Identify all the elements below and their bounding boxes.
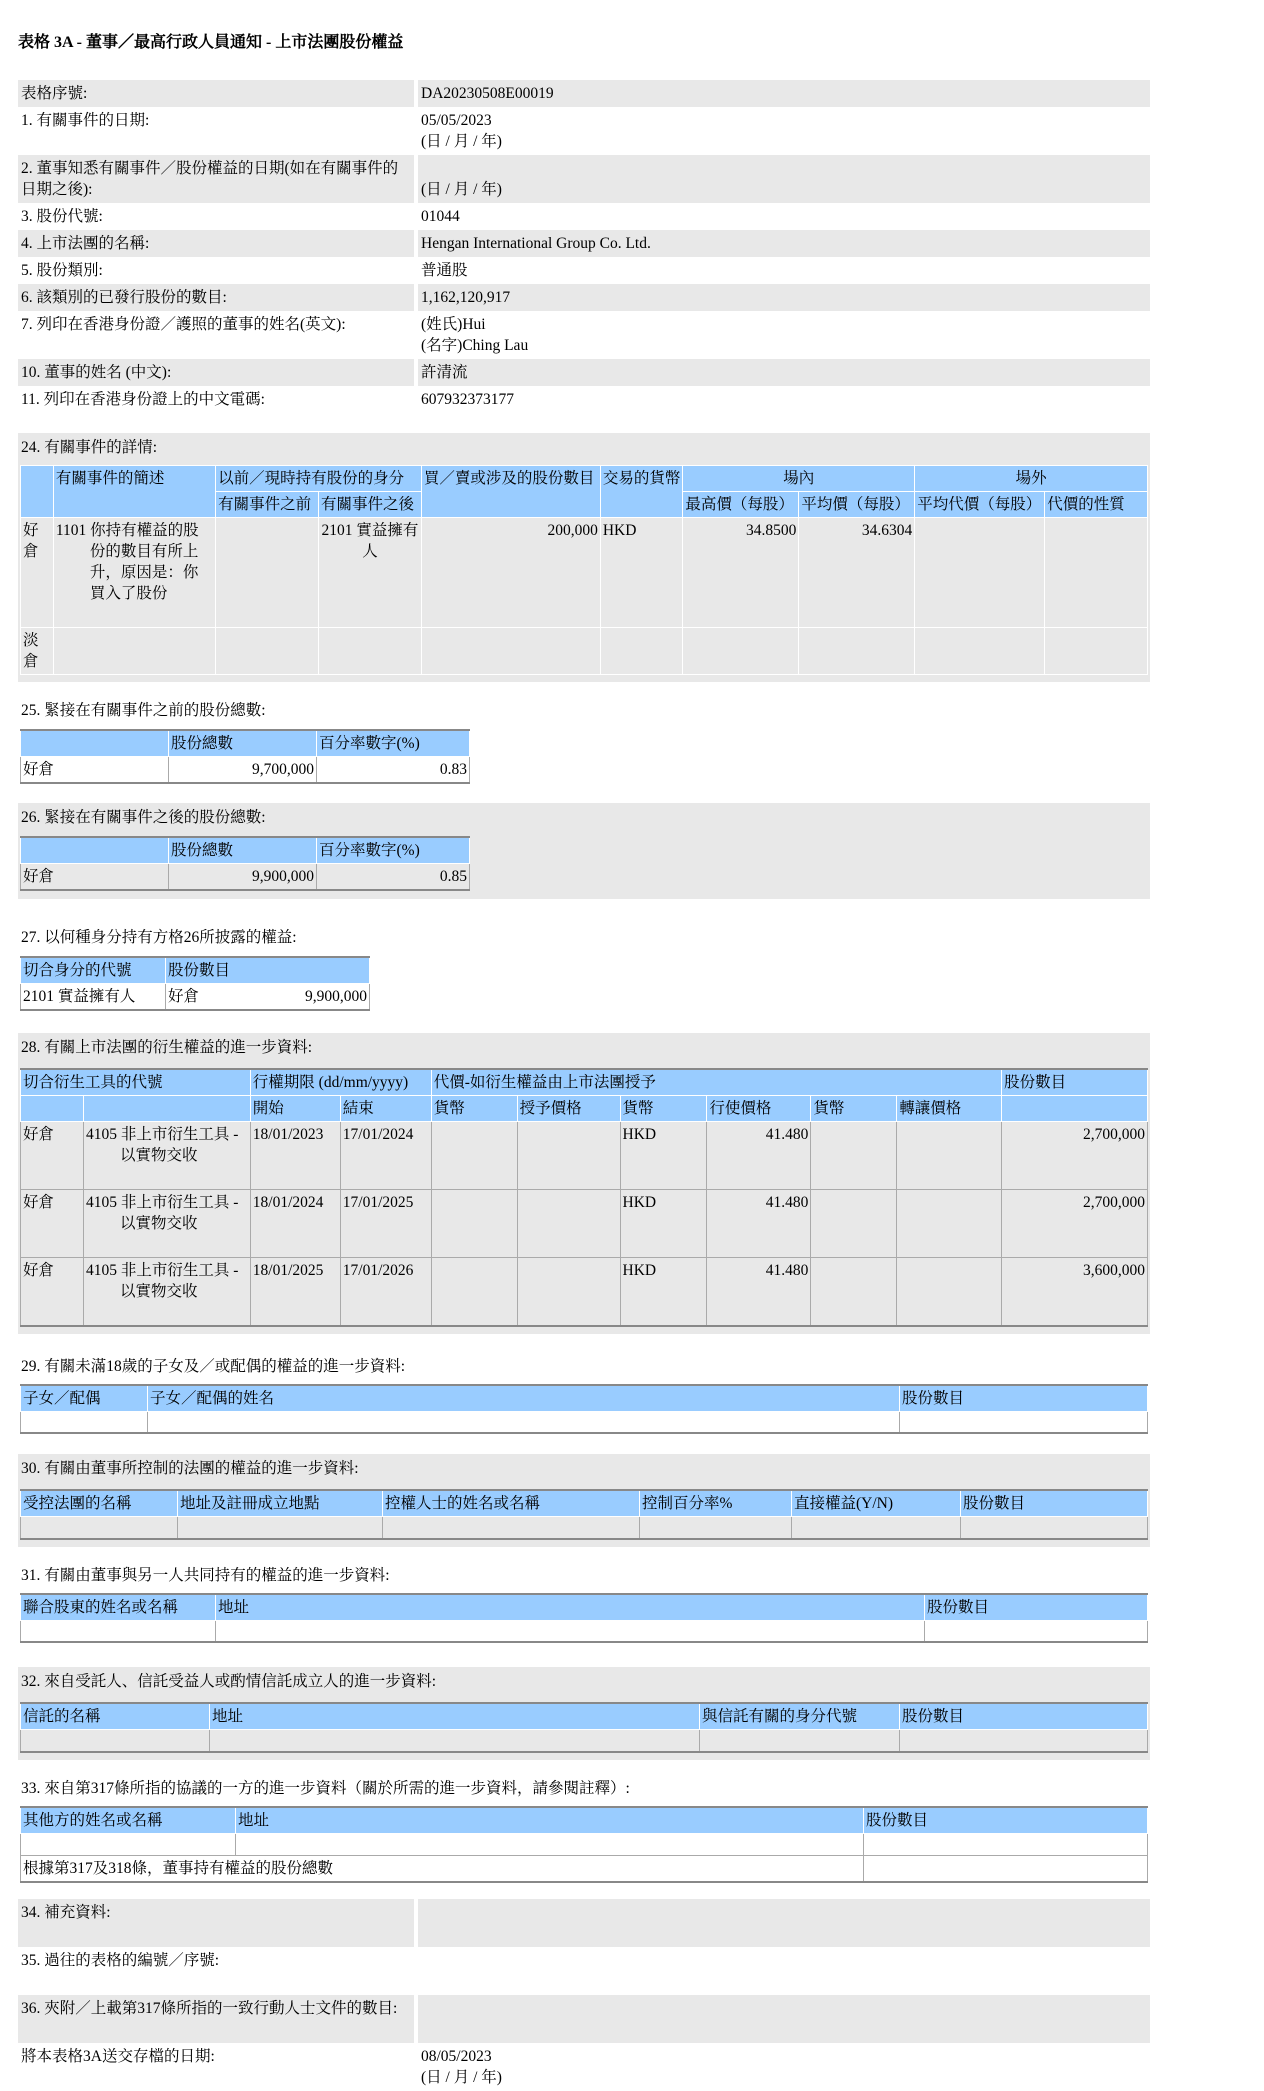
- final-info-table: [18, 1899, 1150, 2091]
- field-value: [418, 1995, 1150, 2043]
- section-title: 26. 緊接在有關事件之後的股份總數:: [21, 809, 266, 826]
- value-line: 08/05/2023: [421, 2047, 492, 2065]
- field-label: 4. 上市法團的名稱:: [18, 230, 414, 257]
- position-type: 好倉: [166, 984, 237, 1011]
- col-header: 行權期限 (dd/mm/yyyy): [250, 1069, 431, 1096]
- table-row: [21, 1411, 1148, 1433]
- col-header: 轉讓價格: [897, 1096, 1002, 1122]
- percentage: 0.83: [317, 757, 470, 784]
- section-27: [18, 923, 1150, 1011]
- col-header: 有關事件之前: [216, 492, 319, 518]
- value-line: 普通股: [421, 262, 468, 279]
- derivatives-table: [20, 1068, 1148, 1327]
- consideration-nature: [1045, 518, 1148, 628]
- cell-empty: [897, 1122, 1002, 1190]
- field-label: 3. 股份代號:: [21, 208, 103, 225]
- info-row: [18, 107, 1150, 155]
- col-header: 股份數目: [166, 957, 370, 984]
- col-header: 子女／配偶: [21, 1385, 148, 1412]
- basic-info-table: [18, 80, 1150, 413]
- section-28: [18, 1033, 1150, 1334]
- info-row: [18, 1995, 1150, 2043]
- value-line: (姓氏)Hui: [421, 316, 486, 333]
- cell-empty: [431, 1258, 517, 1326]
- table-row: [21, 1517, 1148, 1539]
- cell-end: 17/01/2025: [340, 1190, 431, 1258]
- field-label: 34. 補充資料:: [18, 1899, 414, 1947]
- section-31: [18, 1561, 1150, 1644]
- col-header: 交易的貨幣: [600, 466, 683, 518]
- col-header: 場內: [683, 466, 915, 492]
- field-value: [418, 230, 1150, 257]
- cell-start: 18/01/2024: [250, 1190, 340, 1258]
- page-title: 表格 3A - 董事／最高行政人員通知 - 上市法團股份權益: [18, 34, 404, 51]
- col-header: 地址及註冊成立地點: [178, 1490, 383, 1517]
- field-label: 1. 有關事件的日期:: [21, 112, 150, 129]
- col-header: 與信託有關的身分代號: [700, 1703, 900, 1730]
- event-description: 1101 你持有權益的股份的數目有所上升，原因是：你買入了股份: [53, 518, 215, 628]
- cell-shares: 3,600,000: [1002, 1258, 1148, 1326]
- cell-price: 41.480: [707, 1122, 811, 1190]
- shares-before-table: [20, 729, 470, 784]
- capacity-after: 2101 實益擁有人: [318, 518, 421, 628]
- cell-empty: [431, 1122, 517, 1190]
- total-label: 根據第317及318條，董事持有權益的股份總數: [21, 1855, 864, 1882]
- high-price: 34.8500: [683, 518, 799, 628]
- col-header: 代價的性質: [1045, 492, 1148, 518]
- cell-empty: [517, 1190, 620, 1258]
- value-line: 607932373177: [421, 391, 514, 408]
- total-row: [21, 1855, 1148, 1882]
- cell-cur: HKD: [620, 1190, 707, 1258]
- value-line: DA20230508E00019: [421, 85, 554, 102]
- col-header: 子女／配偶的姓名: [148, 1385, 900, 1412]
- col-header: 聯合股東的姓名或名稱: [21, 1594, 216, 1621]
- value-line: 1,162,120,917: [421, 289, 511, 306]
- field-label: 將本表格3A送交存檔的日期:: [21, 2047, 215, 2065]
- col-header: 貨幣: [431, 1096, 517, 1122]
- col-header: 股份數目: [900, 1703, 1148, 1730]
- info-row: [18, 80, 1150, 107]
- cell-empty: [431, 1190, 517, 1258]
- col-header: 平均價（每股）: [799, 492, 915, 518]
- field-label: 7. 列印在香港身份證／護照的董事的姓名(英文):: [21, 316, 346, 333]
- field-label: 10. 董事的姓名 (中文):: [18, 359, 414, 386]
- cell-cur: HKD: [620, 1122, 707, 1190]
- joint-holding-table: [20, 1593, 1148, 1644]
- col-header: 授予價格: [517, 1096, 620, 1122]
- currency: HKD: [600, 518, 683, 628]
- cell-price: 41.480: [707, 1258, 811, 1326]
- info-row: [18, 284, 1150, 311]
- info-row: [18, 386, 1150, 413]
- section-33: [18, 1774, 1150, 1883]
- value-line: (名字)Ching Lau: [421, 337, 529, 354]
- field-label: 36. 夾附／上載第317條所指的一致行動人士文件的數目:: [18, 1995, 414, 2043]
- cell-code: 4105 非上市衍生工具 - 以實物交收: [83, 1122, 250, 1190]
- cell-empty: [517, 1122, 620, 1190]
- col-header: 控制百分率%: [640, 1490, 792, 1517]
- table-row: [21, 1730, 1148, 1752]
- value-line: 01044: [421, 208, 460, 225]
- table-row-long: [21, 518, 1148, 628]
- cell-start: 18/01/2025: [250, 1258, 340, 1326]
- table-row-short: [21, 628, 1148, 675]
- trust-table: [20, 1702, 1148, 1753]
- value-line: [421, 1971, 1147, 1992]
- shares-after-table: [20, 836, 470, 891]
- col-header: 股份數目: [961, 1490, 1148, 1517]
- info-row: [18, 155, 1150, 203]
- col-header: 股份數目: [925, 1594, 1148, 1621]
- section-317-table: [20, 1806, 1148, 1883]
- col-header: 最高價（每股）: [683, 492, 799, 518]
- field-value: [418, 257, 1150, 284]
- info-row: [18, 230, 1150, 257]
- value-line: [421, 158, 1147, 179]
- col-header: 股份數目: [1002, 1069, 1148, 1096]
- section-title: 28. 有關上市法團的衍生權益的進一步資料:: [21, 1039, 313, 1056]
- col-header: 行使價格: [707, 1096, 811, 1122]
- shares: 200,000: [421, 518, 600, 628]
- table-row: [21, 864, 470, 891]
- field-value: [418, 311, 1150, 359]
- col-header: 買／賣或涉及的股份數目: [421, 466, 600, 518]
- section-26: [18, 803, 1150, 899]
- field-value: [418, 107, 1150, 155]
- cell-empty: [897, 1190, 1002, 1258]
- cell-empty: [811, 1190, 897, 1258]
- info-row: [18, 359, 1150, 386]
- cell-end: 17/01/2026: [340, 1258, 431, 1326]
- section-30: [18, 1454, 1150, 1547]
- position-type: 好倉: [21, 864, 169, 891]
- section-29: [18, 1352, 1150, 1435]
- col-header: 股份總數: [169, 837, 317, 864]
- field-value: [418, 1899, 1150, 1947]
- capacity-before: [216, 518, 319, 628]
- off-exchange-avg: [915, 518, 1045, 628]
- col-header: 信託的名稱: [21, 1703, 210, 1730]
- field-value: [418, 386, 1150, 413]
- field-value: [418, 359, 1150, 386]
- section-32: [18, 1667, 1150, 1760]
- cell-code: 4105 非上市衍生工具 - 以實物交收: [83, 1258, 250, 1326]
- col-header: 開始: [250, 1096, 340, 1122]
- col-header: 地址: [236, 1807, 864, 1834]
- section-title: 27. 以何種身分持有方格26所披露的權益:: [21, 929, 297, 946]
- section-title: 24. 有關事件的詳情:: [21, 439, 158, 456]
- value-line: [421, 2019, 1147, 2040]
- field-value: [418, 203, 1150, 230]
- col-header: 股份數目: [900, 1385, 1148, 1412]
- table-row: [21, 757, 470, 784]
- info-row: [18, 1899, 1150, 1947]
- value-line: [421, 1950, 1147, 1971]
- col-header: 結束: [340, 1096, 431, 1122]
- avg-price: 34.6304: [799, 518, 915, 628]
- col-header: 貨幣: [620, 1096, 707, 1122]
- capacity-table: [20, 956, 370, 1011]
- col-header: 其他方的姓名或名稱: [21, 1807, 236, 1834]
- cell-type: 好倉: [21, 1190, 84, 1258]
- cell-shares: 2,700,000: [1002, 1190, 1148, 1258]
- col-header: 代價-如衍生權益由上市法團授予: [431, 1069, 1001, 1096]
- col-header: 切合身分的代號: [21, 957, 166, 984]
- col-header: 受控法團的名稱: [21, 1490, 178, 1517]
- col-header: 控權人士的姓名或名稱: [383, 1490, 640, 1517]
- field-label: 表格序號:: [18, 80, 414, 107]
- col-header: 以前／現時持有股份的身分: [216, 466, 422, 492]
- col-header: 地址: [216, 1594, 925, 1621]
- cell-empty: [811, 1258, 897, 1326]
- value-line: 05/05/2023: [421, 112, 492, 129]
- value-line: [421, 1923, 1147, 1944]
- col-header: 地址: [210, 1703, 700, 1730]
- section-24: [18, 433, 1150, 682]
- value-line: (日 / 月 / 年): [421, 133, 502, 150]
- section-title: 25. 緊接在有關事件之前的股份總數:: [21, 702, 266, 719]
- cell-shares: 2,700,000: [1002, 1122, 1148, 1190]
- percentage: 0.85: [317, 864, 470, 891]
- col-header: 貨幣: [811, 1096, 897, 1122]
- position-type: 好倉: [21, 518, 54, 628]
- field-value: [418, 284, 1150, 311]
- table-row: [21, 1122, 1148, 1190]
- col-header: 直接權益(Y/N): [792, 1490, 961, 1517]
- shares: 9,900,000: [237, 984, 370, 1011]
- field-label: 35. 過往的表格的編號／序號:: [21, 1951, 220, 1969]
- controlled-corporation-table: [20, 1489, 1148, 1540]
- cell-empty: [811, 1122, 897, 1190]
- col-header: 場外: [915, 466, 1148, 492]
- event-details-table: [20, 465, 1148, 675]
- field-label: 11. 列印在香港身份證上的中文電碼:: [21, 391, 265, 408]
- table-row: [21, 1833, 1148, 1855]
- position-type: 淡倉: [21, 628, 54, 675]
- cell-code: 4105 非上市衍生工具 - 以實物交收: [83, 1190, 250, 1258]
- field-label: 2. 董事知悉有關事件／股份權益的日期(如在有關事件的日期之後):: [18, 155, 414, 203]
- table-row: [21, 1190, 1148, 1258]
- info-row: [18, 257, 1150, 284]
- table-row: [21, 1258, 1148, 1326]
- field-label: 6. 該類別的已發行股份的數目:: [18, 284, 414, 311]
- info-row: [18, 311, 1150, 359]
- cell-empty: [517, 1258, 620, 1326]
- table-row: [21, 1620, 1148, 1642]
- col-header: 有關事件的簡述: [53, 466, 215, 518]
- field-label: 5. 股份類別:: [21, 262, 103, 279]
- col-header: 切合衍生工具的代號: [21, 1069, 251, 1096]
- cell-cur: HKD: [620, 1258, 707, 1326]
- value-line: 許清流: [421, 364, 468, 381]
- total-shares: 9,700,000: [169, 757, 317, 784]
- children-spouse-table: [20, 1384, 1148, 1435]
- info-row: [18, 203, 1150, 230]
- col-header: 平均代價（每股）: [915, 492, 1045, 518]
- col-header: 百分率數字(%): [317, 837, 470, 864]
- total-shares: 9,900,000: [169, 864, 317, 891]
- value-line: [421, 1998, 1147, 2019]
- value-line: (日 / 月 / 年): [421, 2068, 502, 2086]
- section-title: 29. 有關未滿18歲的子女及／或配偶的權益的進一步資料:: [21, 1357, 406, 1375]
- cell-empty: [897, 1258, 1002, 1326]
- section-title: 33. 來自第317條所指的協議的一方的進一步資料（關於所需的進一步資料，請參閱註釋）:: [21, 1779, 630, 1797]
- capacity-code: 2101 實益擁有人: [21, 984, 166, 1011]
- table-row: [21, 984, 370, 1011]
- cell-type: 好倉: [21, 1122, 84, 1190]
- form-3a: [18, 0, 1150, 2091]
- col-header: 股份總數: [169, 730, 317, 757]
- cell-end: 17/01/2024: [340, 1122, 431, 1190]
- value-line: Hengan International Group Co. Ltd.: [421, 235, 651, 252]
- value-line: (日 / 月 / 年): [421, 181, 502, 198]
- field-value: [418, 155, 1150, 203]
- col-header: 有關事件之後: [318, 492, 421, 518]
- col-header: 百分率數字(%): [317, 730, 470, 757]
- field-value: [418, 80, 1150, 107]
- info-row: [18, 1947, 1150, 1995]
- cell-type: 好倉: [21, 1258, 84, 1326]
- cell-start: 18/01/2023: [250, 1122, 340, 1190]
- col-header: 股份數目: [864, 1807, 1148, 1834]
- section-25: [18, 696, 1150, 784]
- field-value: [418, 1947, 1150, 1995]
- value-line: [421, 1902, 1147, 1923]
- section-title: 32. 來自受託人、信託受益人或酌情信託成立人的進一步資料:: [21, 1673, 437, 1690]
- position-type: 好倉: [21, 757, 169, 784]
- section-title: 31. 有關由董事與另一人共同持有的權益的進一步資料:: [21, 1566, 390, 1584]
- section-title: 30. 有關由董事所控制的法團的權益的進一步資料:: [21, 1460, 359, 1477]
- cell-price: 41.480: [707, 1190, 811, 1258]
